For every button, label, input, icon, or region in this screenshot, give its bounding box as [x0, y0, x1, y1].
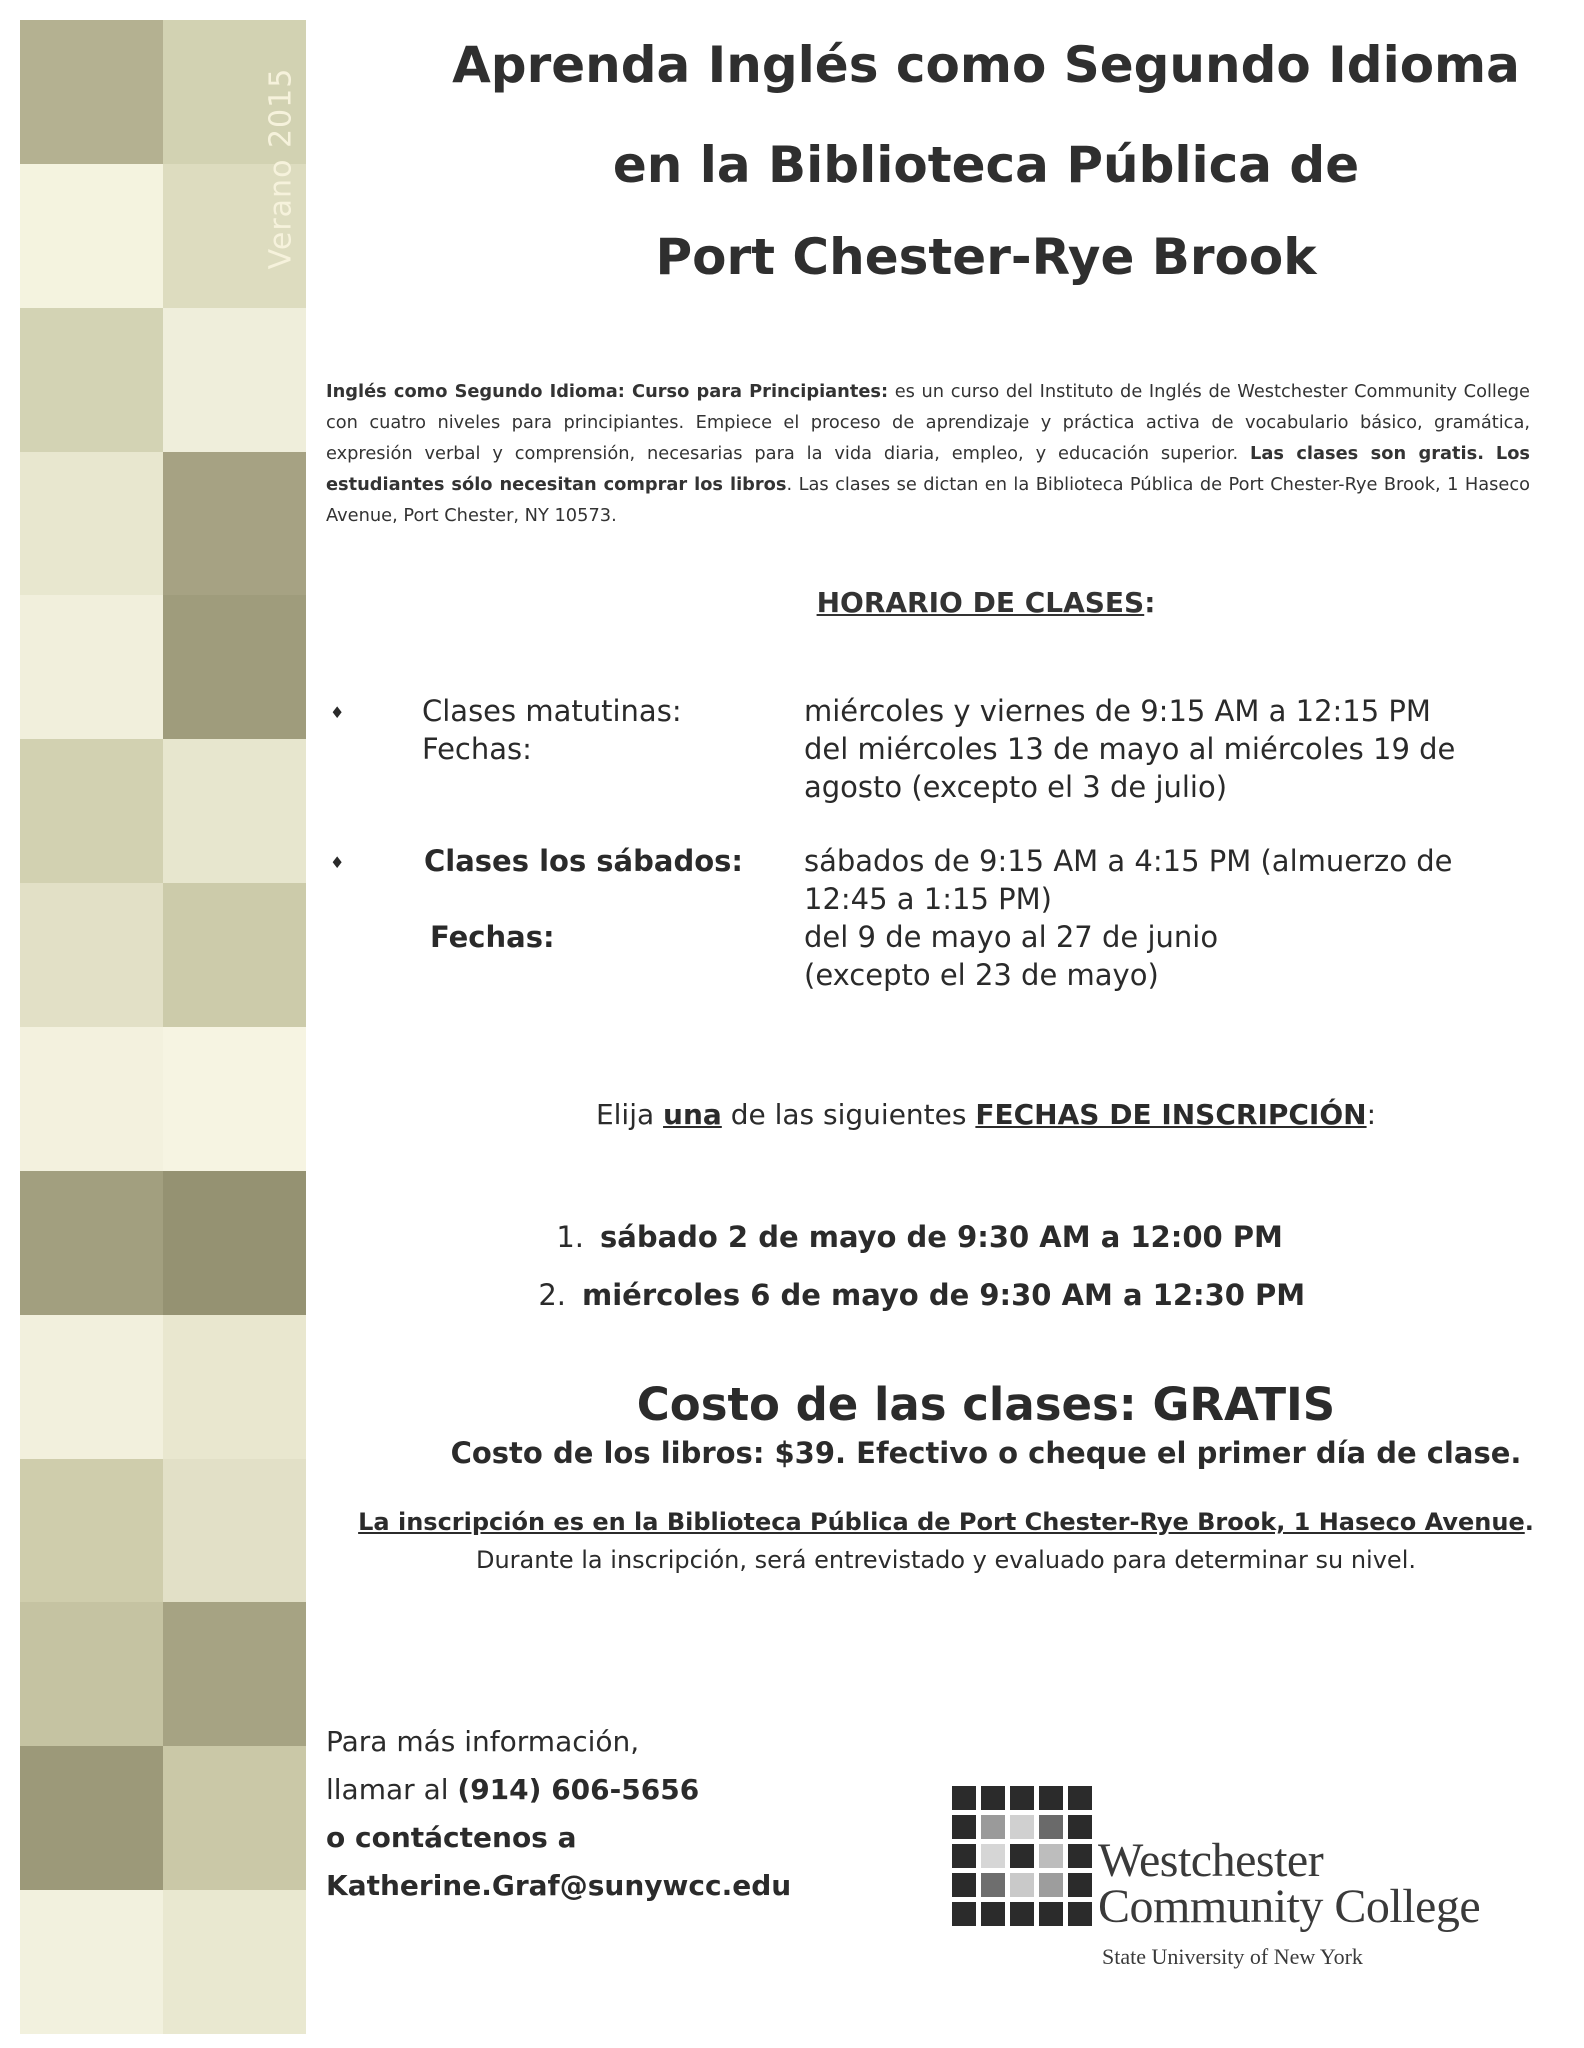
- diamond-bullet-icon: ♦: [330, 703, 345, 722]
- logo-square: [981, 1786, 1005, 1810]
- decorative-tile: [20, 1746, 163, 1890]
- decorative-tile: [20, 595, 163, 739]
- logo-square: [952, 1902, 976, 1926]
- morning-dates-label: Fechas:: [422, 732, 532, 766]
- college-name: Westchester Community College: [1098, 1834, 1481, 1933]
- logo-square: [1068, 1815, 1092, 1839]
- saturday-time: sábados de 9:15 AM a 4:15 PM (almuerzo de 12:45 a 1:15 PM): [804, 844, 1453, 916]
- decorative-tile: [20, 20, 163, 164]
- title-line-2: en la Biblioteca Pública de: [612, 136, 1360, 194]
- season-label: Verano 2015: [263, 67, 299, 269]
- decorative-tile: [20, 1171, 163, 1315]
- title-line-1: Aprenda Inglés como Segundo Idioma: [452, 36, 1520, 94]
- logo-square: [1010, 1844, 1034, 1868]
- email-link[interactable]: Katherine.Graf@sunywcc.edu: [326, 1869, 792, 1902]
- logo-square: [981, 1844, 1005, 1868]
- logo-square: [981, 1873, 1005, 1897]
- logo-square: [1068, 1844, 1092, 1868]
- decorative-tile: [163, 1459, 306, 1603]
- logo-square: [1010, 1786, 1034, 1810]
- contact-block: Para más información, llamar al (914) 606-5656 o contáctenos a Katherine.Graf@sunywcc.edu: [326, 1718, 791, 1910]
- decorative-tile: [20, 1027, 163, 1171]
- decorative-tile: [163, 1746, 306, 1890]
- phone-number[interactable]: (914) 606-5656: [457, 1773, 700, 1806]
- class-cost: Costo de las clases: GRATIS: [636, 1378, 1336, 1431]
- logo-square: [952, 1815, 976, 1839]
- logo-square: [981, 1815, 1005, 1839]
- logo-square: [981, 1902, 1005, 1926]
- registration-date-item: 2. miércoles 6 de mayo de 9:30 AM a 12:30 PM: [538, 1278, 1306, 1312]
- decorative-tile: [163, 883, 306, 1027]
- logo-square: [1068, 1786, 1092, 1810]
- morning-label: Clases matutinas:: [422, 694, 682, 728]
- interview-note: Durante la inscripción, será entrevistado y evaluado para determinar su nivel.: [475, 1546, 1416, 1574]
- decorative-tile: [163, 1315, 306, 1459]
- logo-square: [952, 1844, 976, 1868]
- saturday-dates-value: del 9 de mayo al 27 de junio: [804, 920, 1219, 954]
- saturday-label: Clases los sábados:: [424, 844, 743, 878]
- intro-paragraph: Inglés como Segundo Idioma: Curso para Principiantes: es un curso del Instituto de Inglés de Westchester Community College con cuatro niveles para principiantes. Empiece el proceso de aprendizaje y práctica activa de vocabulario básico, gramática, expresión verbal y comprensión, necesarias para la vida diaria, empleo, y educación superior. Las clases son gratis. Los estudiantes sólo necesitan comprar los libros. Las clases se dictan en la Biblioteca Pública de Port Chester-Rye Brook, 1 Haseco Avenue, Port Chester, NY 10573.: [326, 380, 1531, 526]
- decorative-tile: [20, 1602, 163, 1746]
- decorative-tile: [20, 739, 163, 883]
- logo-square: [952, 1786, 976, 1810]
- college-logo-icon: [952, 1786, 1092, 1926]
- decorative-tile: [20, 1890, 163, 2034]
- decorative-tile-strip: [20, 20, 306, 2034]
- logo-square: [1010, 1902, 1034, 1926]
- diamond-bullet-icon: ♦: [330, 853, 345, 872]
- logo-square: [1039, 1873, 1063, 1897]
- decorative-tile: [163, 1027, 306, 1171]
- title-line-3: Port Chester-Rye Brook: [655, 228, 1317, 286]
- decorative-tile: [20, 308, 163, 452]
- logo-square: [1068, 1902, 1092, 1926]
- college-affiliation: State University of New York: [1102, 1944, 1363, 1969]
- decorative-tile: [163, 739, 306, 883]
- logo-square: [1039, 1815, 1063, 1839]
- decorative-tile: [163, 1171, 306, 1315]
- morning-time: miércoles y viernes de 9:15 AM a 12:15 PM: [804, 694, 1431, 728]
- decorative-tile: [163, 452, 306, 596]
- registration-dates: [540, 1208, 1440, 1324]
- saturday-exception-value: (excepto el 23 de mayo): [804, 958, 1159, 992]
- decorative-tile: [20, 883, 163, 1027]
- decorative-tile: [20, 1315, 163, 1459]
- logo-square: [952, 1873, 976, 1897]
- decorative-tile: [163, 595, 306, 739]
- book-cost: Costo de los libros: $39. Efectivo o cheque el primer día de clase.: [450, 1436, 1522, 1470]
- decorative-tile: [20, 164, 163, 308]
- logo-square: [1010, 1815, 1034, 1839]
- logo-square: [1010, 1873, 1034, 1897]
- registration-location: La inscripción es en la Biblioteca Pública de Port Chester-Rye Brook, 1 Haseco Avenue.: [358, 1508, 1534, 1536]
- logo-square: [1068, 1873, 1092, 1897]
- course-name: Inglés como Segundo Idioma: Curso para Principiantes:: [326, 380, 889, 402]
- logo-square: [1039, 1844, 1063, 1868]
- schedule-heading: HORARIO DE CLASES:: [816, 586, 1156, 619]
- decorative-tile: [20, 1459, 163, 1603]
- logo-square: [1039, 1902, 1063, 1926]
- registration-instruction: Elija una de las siguientes FECHAS DE INSCRIPCIÓN:: [595, 1098, 1377, 1131]
- morning-dates-value: del miércoles 13 de mayo al miércoles 19 de agosto (excepto el 3 de julio): [804, 732, 1456, 804]
- decorative-tile: [163, 1602, 306, 1746]
- logo-square: [1039, 1786, 1063, 1810]
- decorative-tile: [163, 308, 306, 452]
- decorative-tile: [20, 452, 163, 596]
- registration-date-item: 1. sábado 2 de mayo de 9:30 AM a 12:00 PM: [556, 1220, 1283, 1254]
- decorative-tile: [163, 1890, 306, 2034]
- saturday-dates-label: Fechas:: [430, 920, 555, 954]
